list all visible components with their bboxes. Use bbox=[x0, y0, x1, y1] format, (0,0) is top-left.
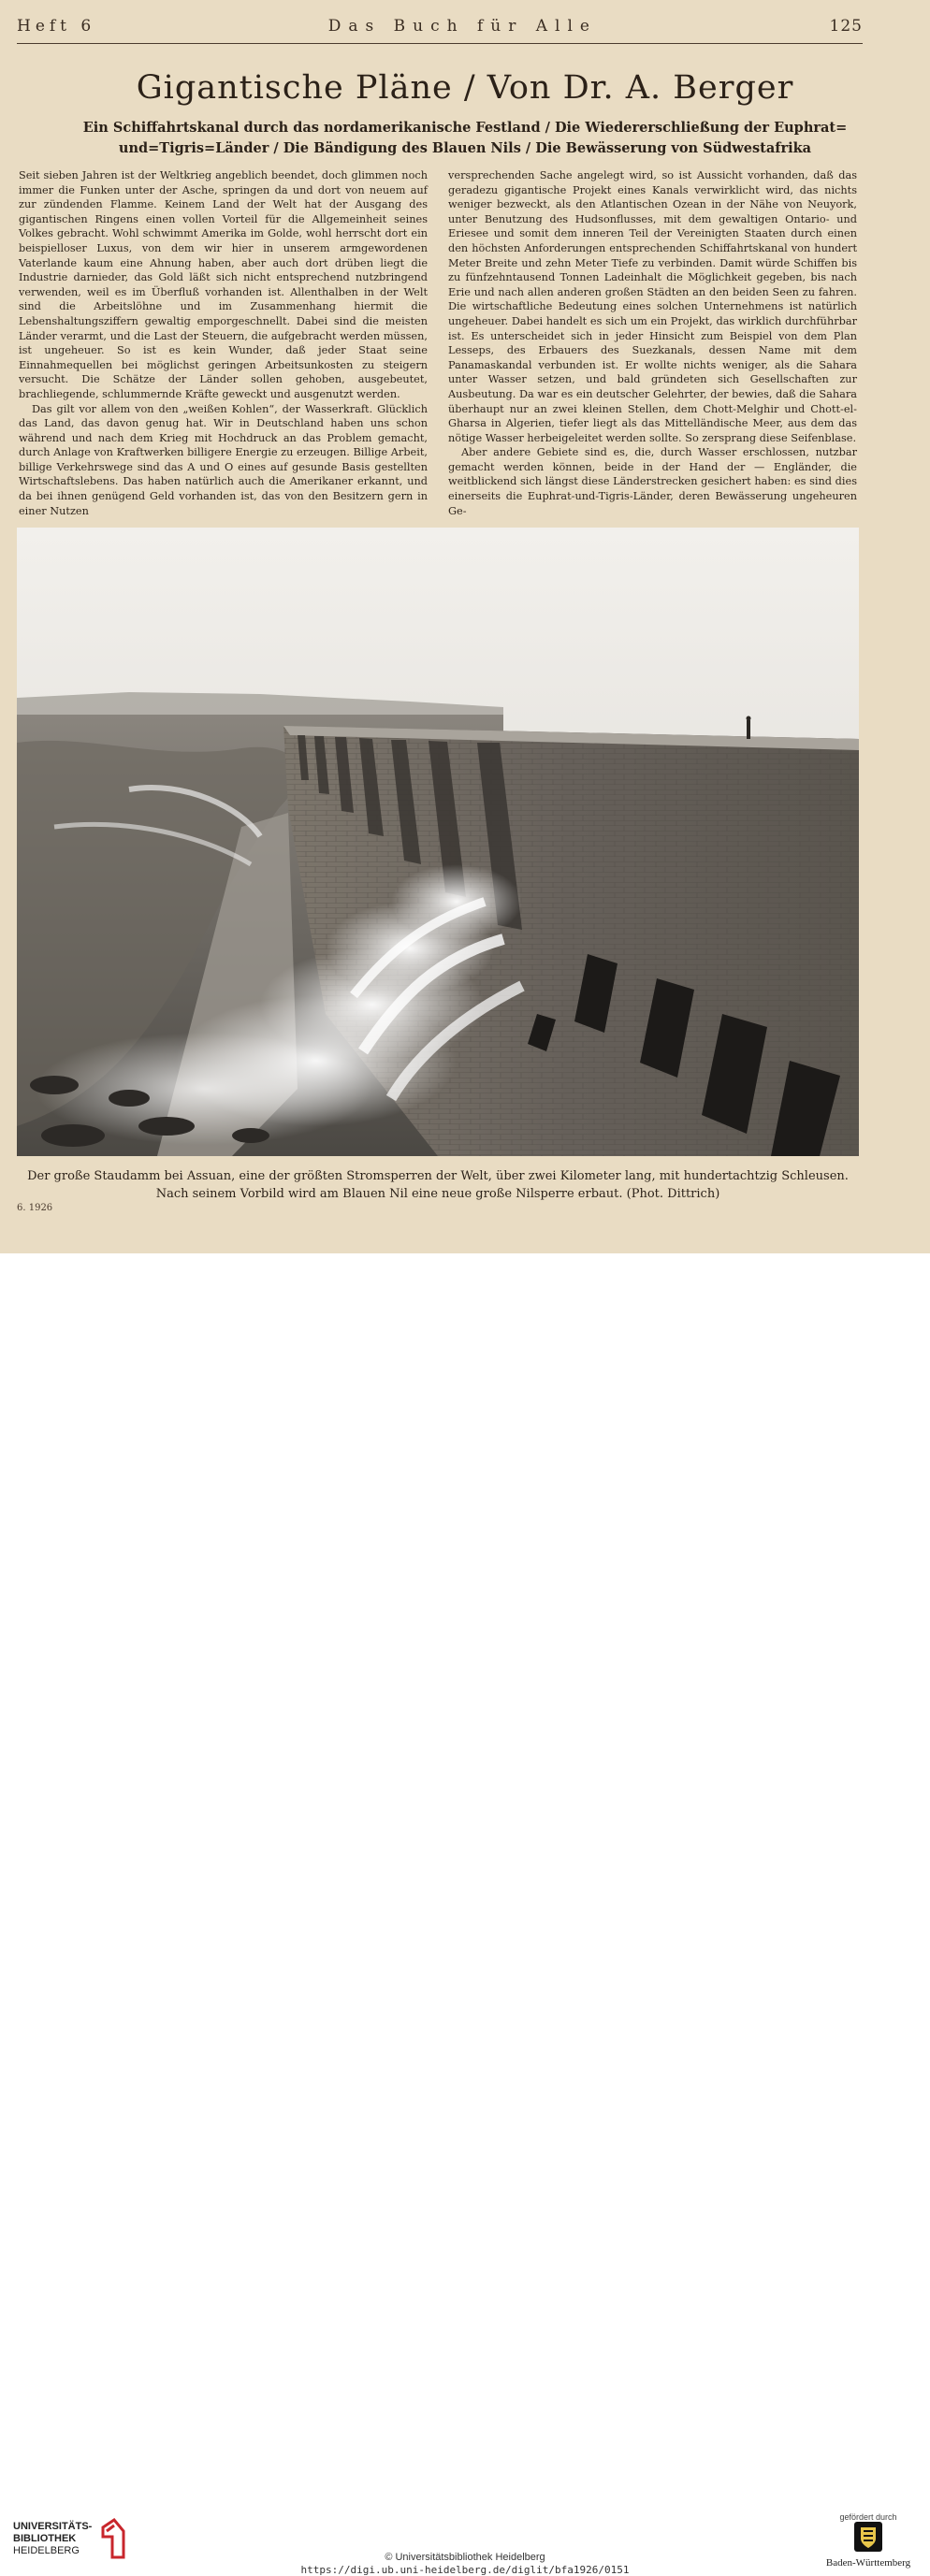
coat-of-arms-icon bbox=[854, 2522, 882, 2552]
left-text-column bbox=[19, 168, 428, 517]
caption-line-2: Nach seinem Vorbild wird am Blauen Nil eine neue große Nilsperre erbaut. (Phot. Dittrich) bbox=[155, 1187, 720, 1201]
funding-notice bbox=[821, 2512, 915, 2569]
issue-label: Heft 6 bbox=[17, 17, 96, 36]
scanned-page bbox=[0, 0, 930, 1253]
subtitle-line-2: und=Tigris=Länder / Die Bändigung des Blauen Nils / Die Bewässerung von Südwestafrika bbox=[118, 140, 812, 156]
copyright-notice: © Universitätsbibliothek Heidelberg bbox=[385, 2552, 545, 2563]
dam-photograph bbox=[17, 528, 859, 1156]
article-title: Gigantische Pläne / Von Dr. A. Berger bbox=[136, 69, 794, 107]
standing-figure bbox=[747, 716, 751, 740]
print-signature: 6. 1926 bbox=[17, 1203, 53, 1213]
subtitle-line-1: Ein Schiffahrtskanal durch das nordamerikanische Festland / Die Wiedererschließung der Euphrat= bbox=[82, 120, 848, 136]
paragraph: Aber andere Gebiete sind es, die, durch Wasser erschlossen, nutzbar gemacht werden können, beide in der Hand der — Engländer, die weitblickend sich längst diese Länderstrecken gesichert haben: es sind dies einerseits die Euphrat-und-Tigris-Länder, deren Bewässerung ungeheuren Ge- bbox=[448, 446, 857, 517]
header-rule bbox=[17, 43, 863, 44]
paragraph: versprechenden Sache angelegt wird, so ist Aussicht vorhanden, daß das geradezu gigantische Projekt eines Kanals verwirklicht wird, das nichts weniger bezweckt, als den Atlantischen Ozean in der Nähe von Neuyork, unter Benutzung des Hudsonflusses, mit dem gewaltigen Ontario- und Eriesee und somit dem inneren Teil der Vereinigten Staaten durch einen den höchsten Anforderungen entsprechenden Schiffahrtskanal von hundert Meter Breite und zehn Meter Tiefe zu verbinden. Damit würde Schiffen bis zu fünfzehntausend Tonnen Ladeinhalt die Möglichkeit gegeben, bis nach Erie und nach allen anderen großen Städten an den beiden Seen zu fahren. Die wirtschaftliche Bedeutung eines solchen Unternehmens ist natürlich ungeheuer. Dabei handelt es sich um ein Projekt, das wirklich durchführbar ist. Es unterscheidet sich in jeder Hinsicht zum Beispiel von dem Plan Lesseps, des Erbauers des Suezkanals, dessen Name mit dem Panamaskandal verbunden ist. Er wollte nichts weniger, als die Sahara unter Wasser setzen, und bald gründeten sich Gesellschaften zur Ausbeutung. Da war es ein deutscher Gelehrter, der bewies, daß die Sahara überhaupt nur an zwei kleinen Stellen, dem Chott-Melghir und Chott-el-Gharsa in Algerien, tiefer liegt als das Mittelländische Meer, aus dem das nötige Wasser herbeigeleitet werden sollte. So zersprang diese Seifenblase. bbox=[448, 169, 857, 444]
library-name-line: BIBLIOTHEK bbox=[13, 2532, 77, 2544]
running-head bbox=[17, 17, 863, 41]
library-name-line: HEIDELBERG bbox=[13, 2544, 80, 2556]
magazine-title: Das Buch für Alle bbox=[327, 17, 597, 36]
funded-by-label: gefördert durch bbox=[839, 2512, 897, 2522]
caption-line-1: Der große Staudamm bei Assuan, eine der größten Stromsperren der Welt, über zwei Kilometer lang, mit hundertachtzig Schleusen. bbox=[27, 1169, 849, 1183]
permalink[interactable]: https://digi.ub.uni-heidelberg.de/diglit/bfa1926/0151 bbox=[300, 2564, 630, 2576]
page-number: 125 bbox=[829, 17, 863, 36]
photo-caption bbox=[17, 1167, 859, 1203]
right-text-column bbox=[448, 168, 857, 517]
state-name: Baden-Württemberg bbox=[825, 2557, 911, 2569]
library-name-line: UNIVERSITÄTS- bbox=[13, 2520, 93, 2532]
viewer-footer bbox=[0, 1253, 930, 2576]
paragraph: Das gilt vor allem von den „weißen Kohlen“, der Wasserkraft. Glücklich das Land, das davon genug hat. Wir in Deutschland haben uns schon während und nach dem Krieg mit Hochdruck an das Problem gemacht, durch Anlage von Kraftwerken billigere Energie zu erzeugen. Billige Arbeit, billige Verkehrswege sind das A und O eines auf gesunde Basis gestellten Wirtschaftslebens. Das haben natürlich auch die Amerikaner erkannt, und da bei ihnen genügend Geld vorhanden ist, das von den Besitzern gern in einer Nutzen bbox=[19, 402, 428, 517]
article-subtitle bbox=[56, 118, 874, 159]
paragraph: Seit sieben Jahren ist der Weltkrieg angeblich beendet, doch glimmen noch immer die Funken unter der Asche, springen da und dort von neuem auf zur zündenden Flamme. Keinem Land der Welt hat der Ausgang des gigantischen Ringens einen vollen Vorteil für die Allgemeinheit seines Volkes gebracht. Wohl schwimmt Amerika im Golde, wohl herrscht dort ein beispielloser Luxus, von dem wir hier in unserem armgewordenen Vaterlande kaum eine Ahnung haben, aber auch dort drüben liegt die Industrie darnieder, das Gold läßt sich nicht entsprechend nutzbringend verwenden, weil es im Überfluß vorhanden ist. Allenthalben in der Welt sind die Arbeitslöhne und im Zusammenhang hiermit die Lebenshaltungsziffern gewaltig emporgeschnellt. Dabei sind die meisten Länder verarmt, und die Last der Steuern, die aufgebracht werden müssen, ist ungeheuer. So ist es kein Wunder, daß jeder Staat seine Einnahmequellen bei möglichst geringen Arbeitsunkosten zu steigern versucht. Die Schätze der Länder sollen gehoben, ausgebeutet, brachliegende, schlummernde Kräfte geweckt und ausgenutzt werden. bbox=[19, 169, 428, 400]
